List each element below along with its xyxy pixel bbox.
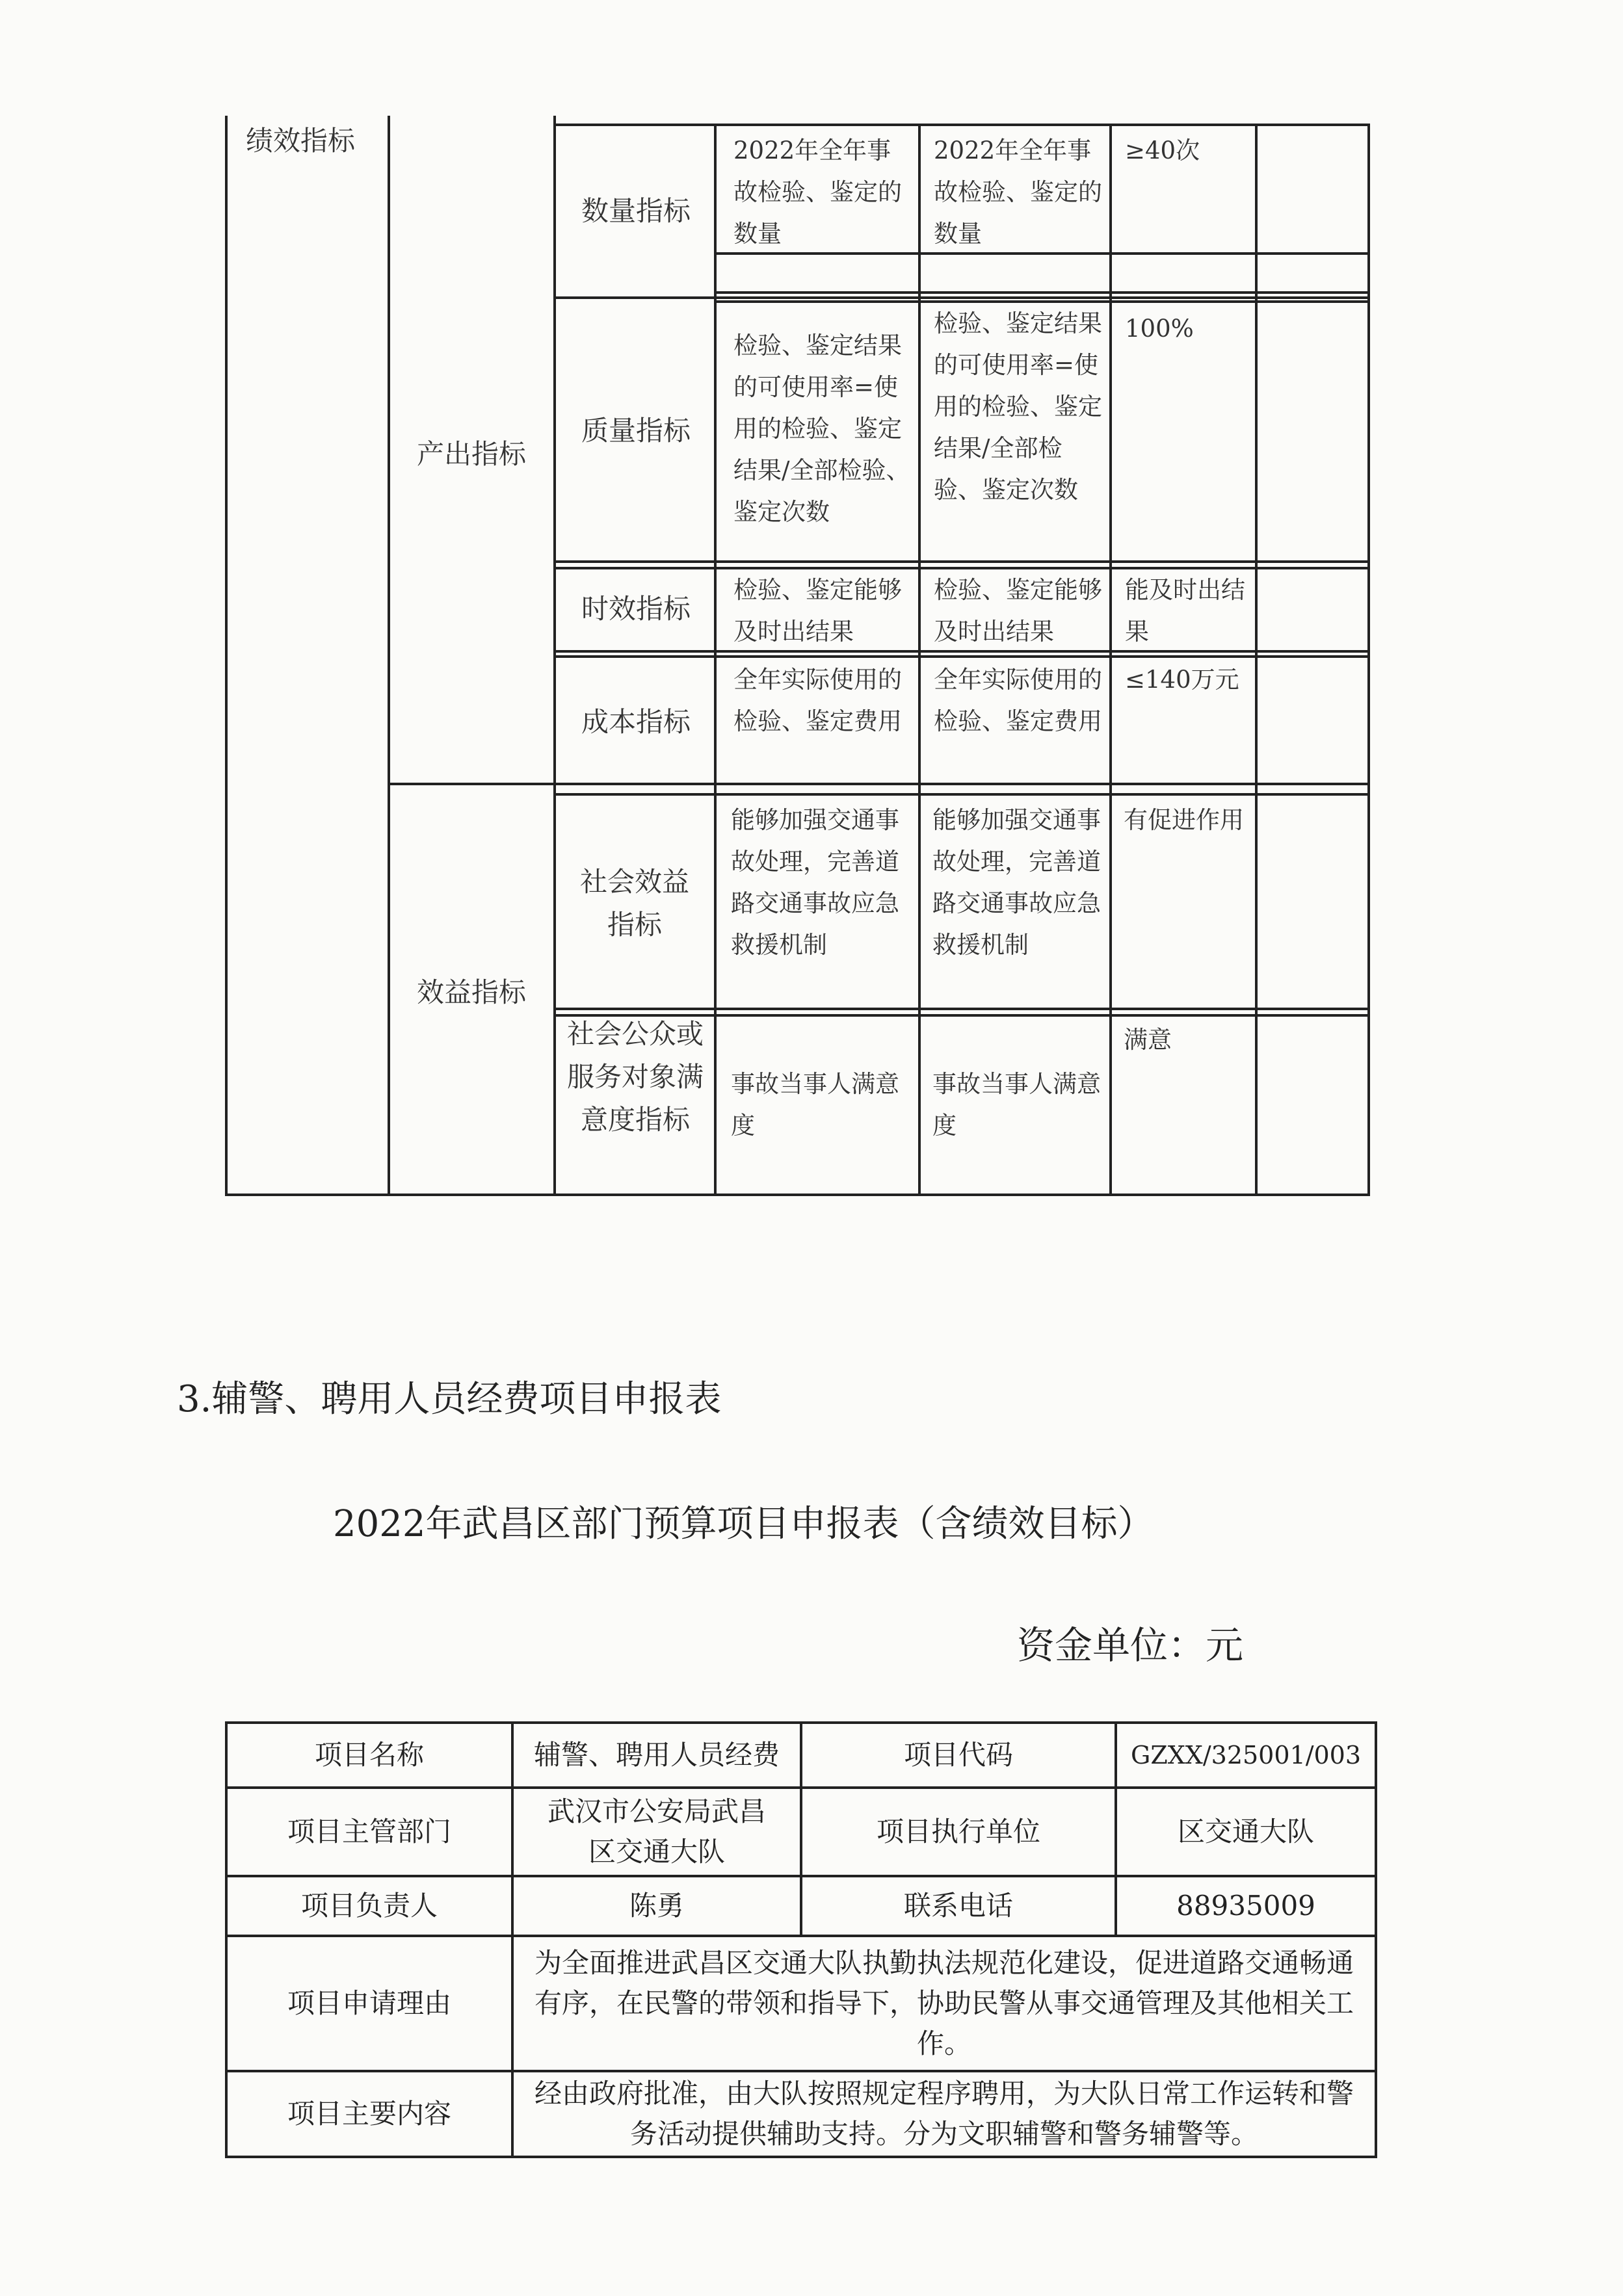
phone-value: 88935009	[1176, 1890, 1315, 1922]
timeliness-content: 检验、鉴定能够及时出结果	[733, 576, 902, 646]
timeliness-description: 检验、鉴定能够及时出结果	[934, 576, 1102, 646]
quantity-target: ≥40次	[1125, 137, 1200, 164]
timeliness-target: 能及时出结果	[1125, 576, 1245, 646]
project-name-value: 辅警、聘用人员经费	[533, 1739, 780, 1771]
social-benefit-content: 能够加强交通事故处理，完善道路交通事故应急救援机制	[731, 806, 899, 959]
reason-value: 为全面推进武昌区交通大队执勤执法规范化建设，促进道路交通畅通有序，在民警的带领和指导下，协助民警从事交通管理及其他相关工作。	[534, 1947, 1354, 2059]
social-benefit-indicator-label: 社会效益指标	[579, 866, 689, 941]
cost-indicator-label: 成本指标	[581, 706, 691, 738]
project-info-table	[225, 1721, 1377, 2158]
cost-target: ≤140万元	[1125, 666, 1239, 694]
timeliness-indicator-label: 时效指标	[581, 593, 691, 625]
content-label: 项目主要内容	[287, 2098, 451, 2130]
satisfaction-description: 事故当事人满意度	[932, 1070, 1101, 1140]
satisfaction-content: 事故当事人满意度	[731, 1070, 899, 1140]
section-heading: 3.辅警、聘用人员经费项目申报表	[177, 1378, 722, 1420]
quantity-content: 2022年全年事故检验、鉴定的数量	[733, 137, 902, 248]
phone-label: 联系电话	[903, 1890, 1013, 1922]
content-value: 经由政府批准，由大队按照规定程序聘用，为大队日常工作运转和警务活动提供辅助支持。分为文职辅警和警务辅警等。	[534, 2078, 1354, 2150]
quality-content: 检验、鉴定结果的可使用率=使用的检验、鉴定结果/全部检验、鉴定次数	[733, 332, 910, 526]
dept-label: 项目主管部门	[287, 1816, 451, 1847]
form-title: 2022年武昌区部门预算项目申报表（含绩效目标）	[333, 1503, 1154, 1545]
quantity-indicator-label: 数量指标	[581, 195, 691, 227]
satisfaction-indicator-label: 社会公众或服务对象满意度指标	[567, 1018, 704, 1136]
exec-unit-value: 区交通大队	[1177, 1816, 1314, 1847]
benefit-indicator-label: 效益指标	[416, 976, 526, 1008]
project-code-label: 项目代码	[903, 1739, 1013, 1771]
project-name-label: 项目名称	[314, 1739, 424, 1771]
leader-value: 陈勇	[629, 1890, 684, 1922]
performance-indicator-label: 绩效指标	[246, 125, 356, 157]
social-benefit-description: 能够加强交通事故处理，完善道路交通事故应急救援机制	[932, 806, 1101, 959]
dept-value: 武汉市公安局武昌区交通大队	[547, 1795, 766, 1868]
quality-target: 100%	[1125, 315, 1194, 343]
reason-label: 项目申请理由	[287, 1987, 451, 2019]
fund-unit-label: 资金单位：元	[1017, 1623, 1244, 1667]
quality-description: 检验、鉴定结果的可使用率=使用的检验、鉴定结果/全部检验、鉴定次数	[934, 309, 1102, 504]
project-code-value: GZXX/325001/003	[1130, 1741, 1362, 1769]
quality-indicator-label: 质量指标	[581, 415, 691, 447]
satisfaction-target: 满意	[1124, 1026, 1172, 1054]
exec-unit-label: 项目执行单位	[876, 1816, 1040, 1847]
quantity-description: 2022年全年事故检验、鉴定的数量	[934, 137, 1102, 248]
cost-content: 全年实际使用的检验、鉴定费用	[733, 666, 902, 735]
cost-description: 全年实际使用的检验、鉴定费用	[934, 666, 1102, 735]
social-benefit-target: 有促进作用	[1124, 806, 1244, 834]
leader-label: 项目负责人	[300, 1890, 438, 1922]
output-indicator-label: 产出指标	[416, 438, 526, 470]
